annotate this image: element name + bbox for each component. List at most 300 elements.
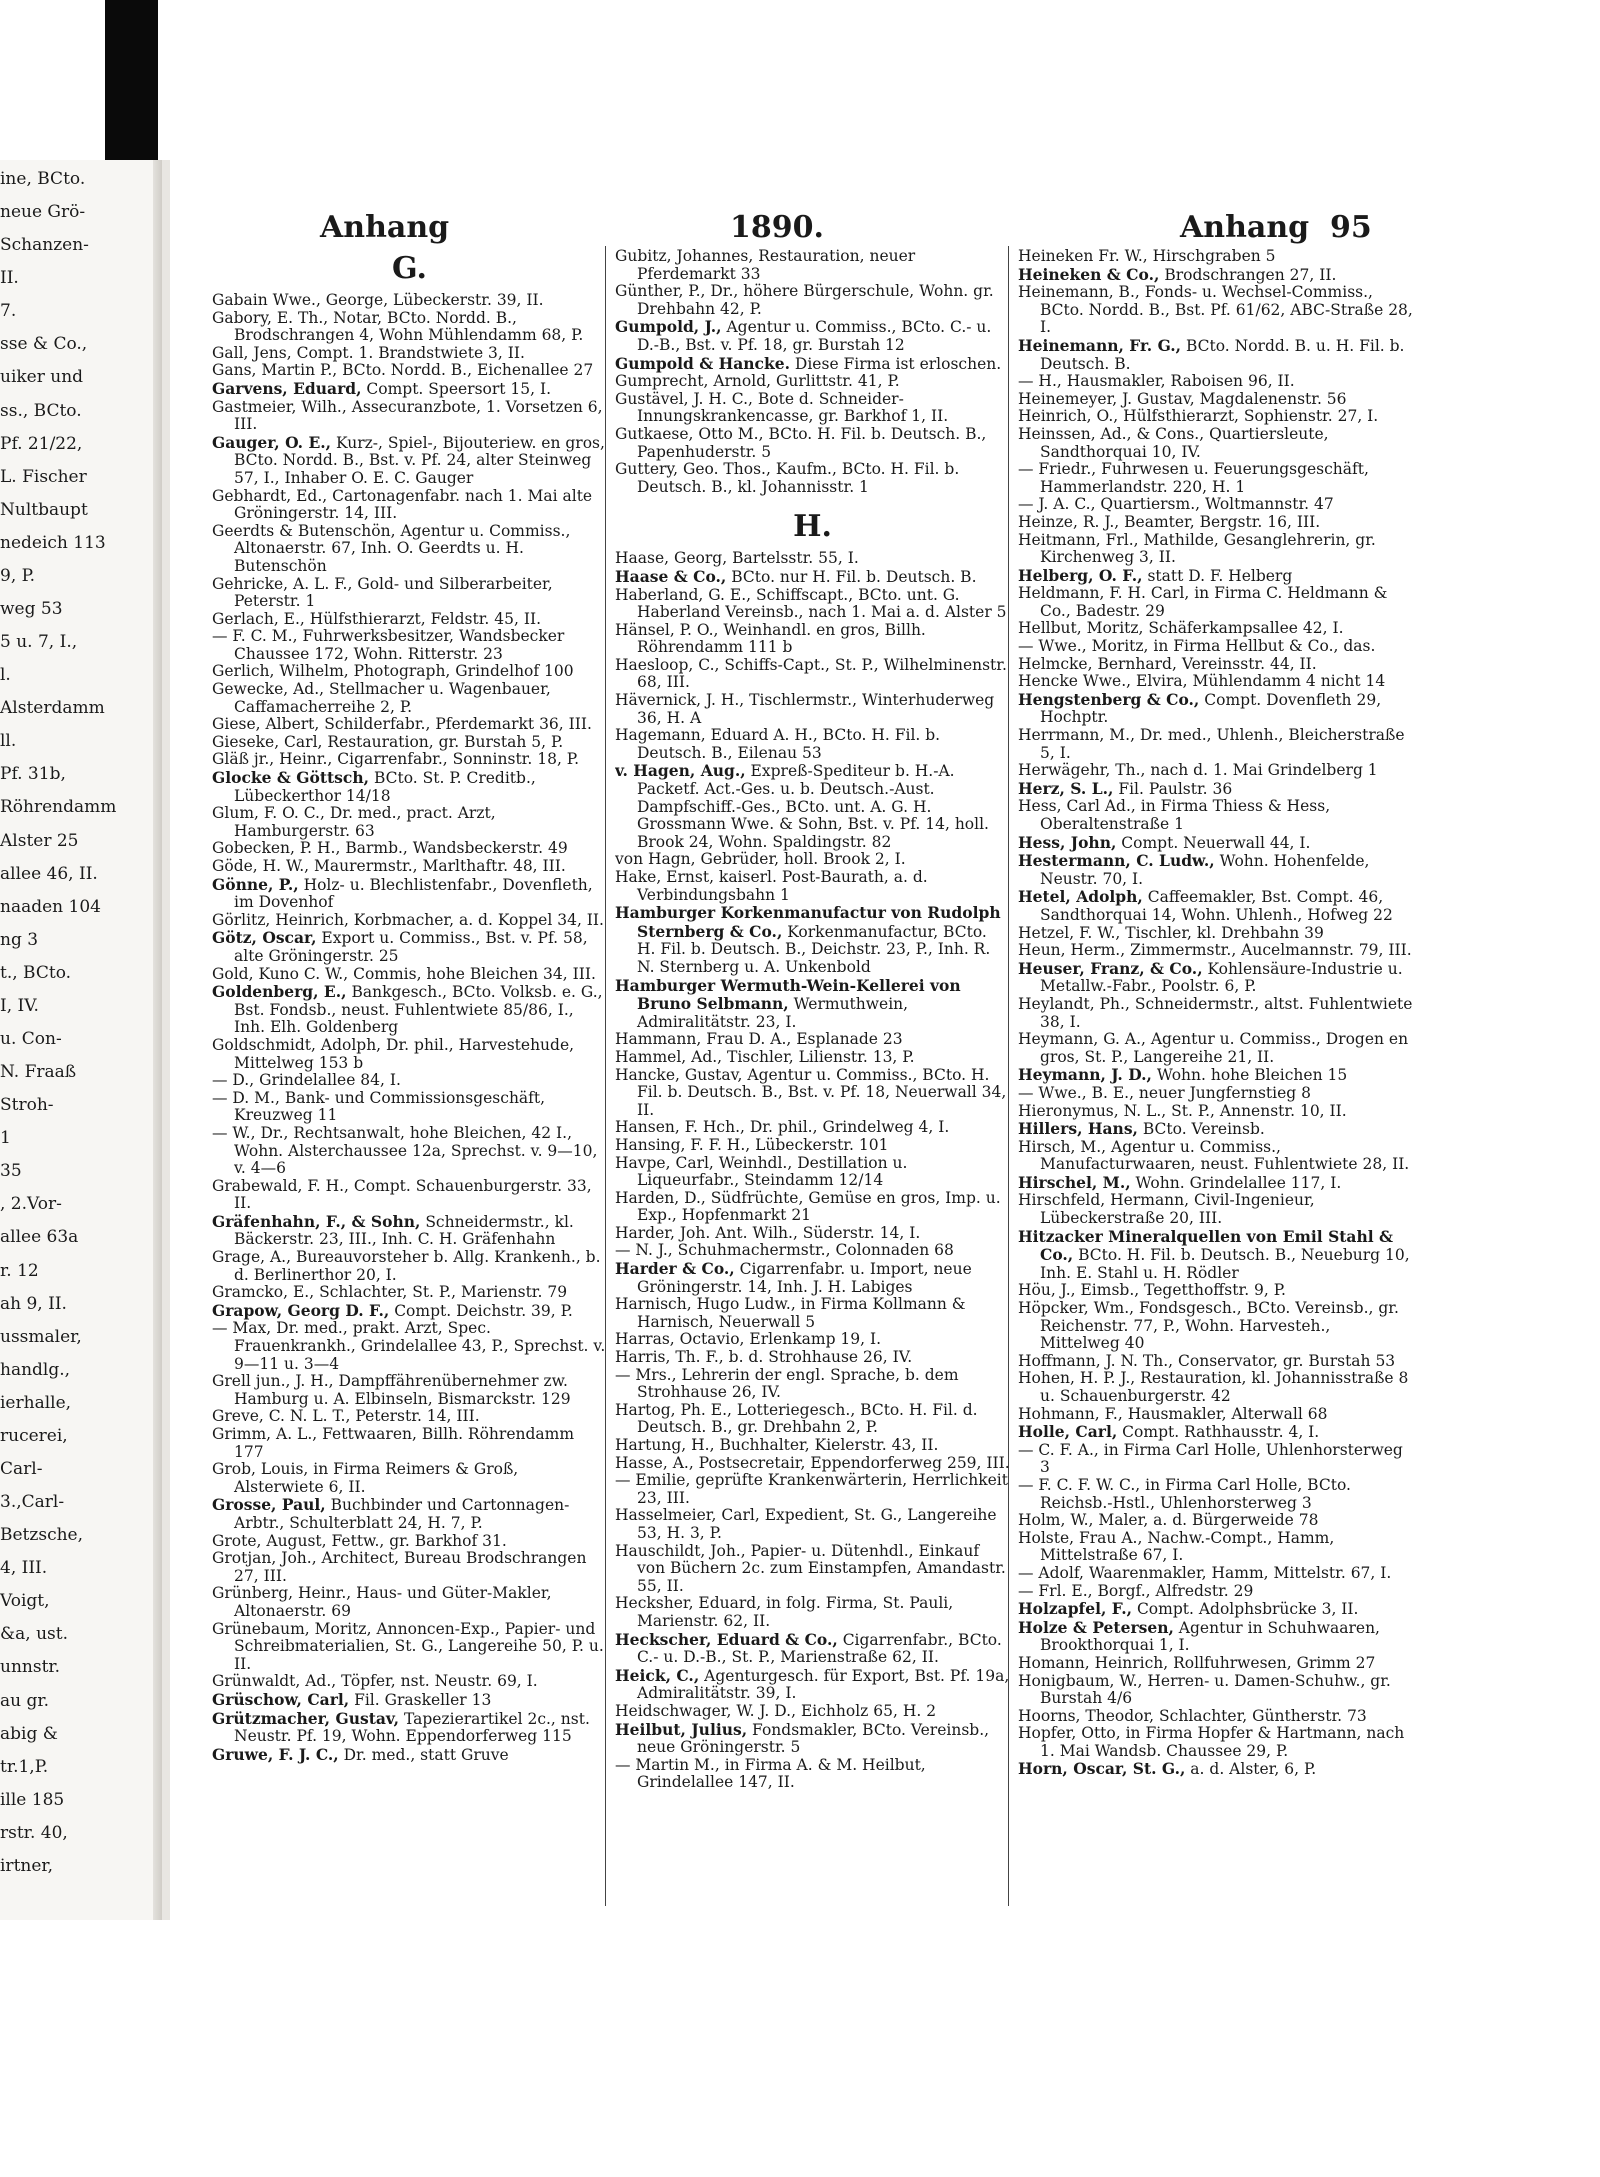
entry-name: Glocke & Göttsch,: [212, 768, 370, 788]
entry-details: BCto. H. Fil. b. Deutsch. B., Neueburg 10, Inh. E. Stahl u. H. Rödler: [1040, 1246, 1410, 1282]
entry-name: Gräfenhahn, F., & Sohn,: [212, 1211, 421, 1231]
directory-entry: [615, 318, 1010, 354]
entry-details: & Cons., Quartiersleute, Sandthorquai 10, IV.: [1040, 424, 1329, 461]
entry-details: Maler, a. d. Bürgerweide 78: [1093, 1511, 1319, 1530]
entry-name: Grimm, A. L.,: [212, 1425, 318, 1443]
entry-details: Papier- u. Dütenhdl., Einkauf von Büchern 2c. zum Einstampfen, Amandastr. 55, II.: [637, 1541, 1006, 1595]
entry-details: Agentur u. Commiss., Drogen en gros, St. P., Langereihe 21, II.: [1040, 1030, 1409, 1066]
entry-name: Gumprecht, Arnold,: [615, 372, 772, 391]
directory-entry: [1018, 960, 1413, 996]
directory-entry: [615, 355, 1010, 374]
previous-page-text: allee 63a: [0, 1227, 79, 1248]
entry-details: Brodschrangen 27, II.: [1159, 265, 1337, 284]
entry-name: Horn, Oscar, St. G.,: [1018, 1759, 1186, 1779]
entry-details: Bankgesch., BCto. Volksb. e. G., Bst. Fondsb., neust. Fuhlentwiete 85/86, I., Inh. Elh. Goldenberg: [234, 983, 603, 1037]
previous-page-fragment: [0, 160, 165, 1920]
directory-entry: [212, 310, 607, 345]
directory-entry: [212, 1550, 607, 1585]
entry-name: Götz, Oscar,: [212, 928, 317, 948]
directory-entry: [1018, 266, 1413, 285]
entry-details: Eimsb., Tegetthoffstr. 9, P.: [1075, 1281, 1286, 1300]
entry-name: — Wwe., B. E.,: [1018, 1083, 1134, 1102]
previous-page-text: 7.: [0, 301, 17, 322]
directory-entry: [1018, 638, 1413, 656]
entry-name: — Frl. E.,: [1018, 1581, 1093, 1600]
directory-entry: [212, 576, 607, 611]
directory-entry: [615, 550, 1010, 568]
entry-details: BCto. Vereinsb.: [1137, 1120, 1265, 1139]
directory-entry: [1018, 426, 1413, 461]
directory-entry: [615, 1367, 1010, 1402]
directory-entry: [1018, 1139, 1413, 1174]
directory-entry: [615, 1472, 1010, 1507]
directory-entry: [212, 1461, 607, 1496]
directory-entry: [615, 1296, 1010, 1331]
entry-name: Gewecke, Ad.,: [212, 680, 325, 699]
entry-details: in Firma Thiess & Hess, Oberaltenstraße 1: [1040, 797, 1331, 833]
entry-details: Mühlendamm 4 nicht 14: [1187, 672, 1386, 691]
previous-page-text: Betzsche,: [0, 1525, 83, 1546]
entry-name: Gans, Martin P.,: [212, 361, 338, 380]
previous-page-text: r. 12: [0, 1260, 39, 1281]
entry-name: Heidschwager, W. J. D.,: [615, 1701, 797, 1720]
entry-details: Assecuranzbote, 1. Vorsetzen 6, III.: [234, 397, 603, 434]
entry-details: Weinhandl. en gros, Billh. Röhrendamm 111 b: [637, 620, 926, 657]
entry-name: Hasse, A.,: [615, 1453, 694, 1472]
previous-page-text: l.: [0, 665, 11, 686]
directory-entry: [212, 1072, 607, 1090]
directory-entry: [212, 1249, 607, 1284]
entry-details: Grindelallee 84, I.: [254, 1071, 401, 1090]
entry-details: in Firma Hopfer & Hartmann, nach 1. Mai Wandsb. Chaussee 29, P.: [1040, 1724, 1405, 1760]
entry-name: Hammel, Ad.,: [615, 1047, 723, 1066]
previous-page-text: tr.1,P.: [0, 1756, 49, 1777]
previous-page-text: Pf. 21/22,: [0, 433, 83, 454]
entry-name: Gramcko, E.,: [212, 1283, 315, 1302]
entry-details: Buchbinder und Cartonnagen-Arbtr., Schulterblatt 24, H. 7, P.: [234, 1496, 570, 1532]
directory-entry: [1018, 1120, 1413, 1139]
directory-entry: [212, 805, 607, 840]
entry-details: Cigarrenfabr. u. Import, neue Gröningerstr. 14, Inh. J. H. Labiges: [637, 1260, 972, 1296]
directory-entry: [1018, 373, 1413, 391]
directory-entry: [212, 399, 607, 434]
entry-details: Nachw.-Compt., Hamm, Mittelstraße 67, I.: [1040, 1528, 1335, 1565]
entry-details: Korkenmanufactur, BCto. H. Fil. b. Deutsch. B., Deichstr. 23, P., Inh. R. N. Sternberg u. A. Unkenbold: [637, 922, 991, 976]
entry-name: Gumpold, J.,: [615, 317, 722, 337]
entry-name: Haberland, G. E.,: [615, 585, 752, 604]
entry-name: Hestermann, C. Ludw.,: [1018, 851, 1215, 871]
directory-entry: [212, 380, 607, 399]
entry-details: Compt. Adolphsbrücke 3, II.: [1132, 1600, 1359, 1619]
directory-entry: [615, 1190, 1010, 1225]
directory-entry: [212, 1302, 607, 1321]
entry-name: — Wwe., Moritz,: [1018, 637, 1149, 656]
previous-page-text: 9, P.: [0, 565, 36, 586]
directory-entry: [212, 362, 607, 380]
entry-name: — H.,: [1018, 372, 1062, 391]
entry-name: Hoorns, Theodor,: [1018, 1706, 1155, 1725]
directory-entry: [1018, 461, 1413, 496]
previous-page-text: ah 9, II.: [0, 1293, 67, 1314]
directory-entry: [1018, 762, 1413, 780]
entry-details: Fil. Graskeller 13: [349, 1690, 492, 1709]
directory-entry: [1018, 1760, 1413, 1779]
entry-details: Quartiersm., Woltmannstr. 47: [1095, 495, 1334, 514]
entry-details: Compt. Neuerwall 44, I.: [1116, 833, 1311, 852]
entry-details: kaiserl. Post-Baurath, a. d. Verbindungsbahn 1: [637, 868, 928, 904]
entry-name: Gumpold & Hancke.: [615, 353, 790, 373]
column-1: [212, 248, 607, 1928]
entry-name: Grabewald, F. H.,: [212, 1176, 349, 1195]
entry-details: Wohn. Grindelallee 117, I.: [1130, 1173, 1342, 1192]
directory-entry: [1018, 852, 1413, 888]
entry-details: neuer Jungfernstieg 8: [1134, 1083, 1312, 1102]
directory-entry: [212, 663, 607, 681]
entry-details: Lübeckerstr. 39, II.: [388, 291, 544, 309]
entry-name: Gobecken, P. H.,: [212, 839, 341, 858]
entry-name: Hävernick, J. H.,: [615, 691, 745, 710]
directory-entry: [615, 869, 1010, 904]
entry-name: Grage, A.,: [212, 1248, 292, 1267]
directory-entry: [1018, 1565, 1413, 1583]
directory-entry: [1018, 1031, 1413, 1066]
entry-details: Fondsmakler, BCto. Vereinsb., neue Gröningerstr. 5: [637, 1720, 990, 1757]
directory-entry: [615, 1667, 1010, 1703]
running-head-year: 1890.: [730, 210, 824, 245]
entry-details: Restauration, neuer Pferdemarkt 33: [637, 248, 916, 283]
previous-page-text: naaden 104: [0, 896, 101, 917]
directory-entry: [1018, 496, 1413, 514]
entry-details: Hirschgraben 5: [1147, 248, 1276, 265]
entry-details: Bureauvorsteher b. Allg. Krankenh., b. d. Berlinerthor 20, I.: [234, 1248, 601, 1284]
entry-name: Haase & Co.,: [615, 566, 727, 586]
directory-entry: [1018, 996, 1413, 1031]
entry-name: Gabory, E. Th.,: [212, 308, 329, 327]
entry-details: Architect, Bureau Brodschrangen 27, III.: [234, 1549, 587, 1585]
directory-entry: [615, 1757, 1010, 1792]
entry-details: Tischler, kl. Drehbahn 39: [1120, 923, 1324, 942]
entry-details: BCto. nur H. Fil. b. Deutsch. B.: [726, 567, 977, 586]
entry-name: Grüschow, Carl,: [212, 1689, 350, 1709]
entry-details: Bartelsstr. 55, I.: [727, 549, 859, 568]
entry-name: Hirschel, M.,: [1018, 1172, 1131, 1192]
previous-page-text: 35: [0, 1161, 22, 1182]
entry-details: Schlachter, Güntherstr. 73: [1154, 1706, 1367, 1725]
directory-entry: [212, 840, 607, 858]
entry-details: Expedient, St. G., Langereihe 53, H. 3, P.: [637, 1506, 997, 1542]
entry-name: Höu, J.,: [1018, 1281, 1076, 1300]
previous-page-text: irtner,: [0, 1855, 54, 1876]
directory-entry: [212, 1496, 607, 1532]
entry-name: Gieseke, Carl,: [212, 732, 323, 751]
entry-name: Gerlich, Wilhelm,: [212, 662, 349, 681]
entry-details: Tischlermstr., Winterhuderweg 36, H. A: [637, 691, 995, 727]
previous-page-text: Schanzen-: [0, 235, 89, 256]
entry-details: Schneidermstr., altst. Fuhlentwiete 38, I.: [1040, 994, 1413, 1031]
directory-entry: [1018, 656, 1413, 674]
entry-name: Goldenberg, E.,: [212, 982, 347, 1002]
entry-name: Heun, Herm.,: [1018, 941, 1126, 960]
column-3: [1018, 248, 1413, 1928]
entry-details: Fettwaaren, Billh. Röhrendamm 177: [234, 1425, 575, 1461]
directory-entry: [1018, 532, 1413, 567]
entry-name: Heymann, G. A.,: [1018, 1030, 1146, 1049]
entry-details: Kaufm., BCto. H. Fil. b. Deutsch. B., kl. Johannisstr. 1: [637, 460, 960, 496]
directory-entry: [1018, 1583, 1413, 1601]
entry-name: Grapow, Georg D. F.,: [212, 1300, 390, 1320]
entry-name: Haase, Georg,: [615, 549, 728, 568]
entry-name: Holze & Petersen,: [1018, 1617, 1174, 1637]
entry-details: Weinhdl., Destillation u. Liqueurfabr., Steindamm 12/14: [637, 1153, 908, 1190]
directory-entry: [212, 1408, 607, 1426]
entry-name: — C. F. A.,: [1018, 1440, 1099, 1459]
entry-details: BCto. H. Fil. b. Deutsch. B., Eilenau 53: [637, 726, 941, 762]
entry-details: Gesanglehrerin, gr. Kirchenweg 3, II.: [1040, 530, 1376, 567]
entry-details: a. d. Alster, 6, P.: [1185, 1760, 1317, 1779]
entry-name: Hetzel, F. W.,: [1018, 923, 1121, 942]
entry-details: Caffeemakler, Bst. Compt. 46, Sandthorquai 14, Wohn. Uhlenh., Hofweg 22: [1040, 888, 1393, 924]
entry-name: Hess, Carl Ad.,: [1018, 797, 1136, 816]
entry-details: BCto. Nordd. B. u. H. Fil. b. Deutsch. B.: [1040, 336, 1405, 373]
entry-name: Höpcker, Wm.,: [1018, 1299, 1135, 1318]
directory-entry: [212, 966, 607, 984]
previous-page-text: II.: [0, 268, 19, 289]
directory-entry: [212, 292, 607, 310]
entry-details: Schilderfabr., Pferdemarkt 36, III.: [319, 715, 592, 734]
directory-entry: [615, 1721, 1010, 1757]
directory-entry: [1018, 780, 1413, 799]
entry-details: Agentur u. Commiss., Manufacturwaaren, neust. Fuhlentwiete 28, II.: [1040, 1137, 1410, 1174]
entry-details: Süderstr. 14, I.: [797, 1223, 921, 1242]
entry-name: Gustävel, J. H. C.,: [615, 389, 753, 408]
entry-name: Holzapfel, F.,: [1018, 1599, 1133, 1619]
directory-entry: [212, 434, 607, 488]
entry-details: Beamter, Bergstr. 16, III.: [1119, 512, 1321, 531]
directory-entry: [212, 628, 607, 663]
previous-page-text: Alster 25: [0, 830, 79, 851]
entry-details: Fettw., gr. Barkhof 31.: [326, 1531, 507, 1550]
entry-name: Gold, Kuno C. W.,: [212, 964, 349, 983]
entry-name: Greve, C. N. L. T.,: [212, 1407, 351, 1426]
section-letter-heading: G.: [392, 251, 427, 286]
directory-entry: [1018, 1477, 1413, 1512]
previous-page-text: ierhalle,: [0, 1392, 72, 1413]
entry-details: St. P., Annenstr. 10, II.: [1166, 1101, 1347, 1120]
entry-name: Geerdts & Butenschön,: [212, 521, 396, 540]
entry-name: — W.,: [212, 1123, 256, 1142]
entry-name: — Friedr.,: [1018, 460, 1097, 479]
directory-entry: [1018, 1673, 1413, 1708]
entry-details: Fuhrwerksbesitzer, Wandsbecker Chaussee 172, Wohn. Ritterstr. 23: [234, 627, 565, 663]
entry-name: Hecksher, Eduard,: [615, 1594, 762, 1613]
directory-entry: [615, 1349, 1010, 1367]
directory-entry: [615, 904, 1010, 976]
entry-name: — Max,: [212, 1319, 272, 1338]
directory-entry: [212, 858, 607, 876]
running-head-left: Anhang: [320, 210, 450, 245]
entry-name: Hancke, Gustav,: [615, 1065, 743, 1084]
entry-details: Hausmakler, Raboisen 96, II.: [1061, 372, 1295, 391]
directory-entry: [615, 426, 1010, 461]
entry-details: in Firma A. & M. Heilbut, Grindelallee 147, II.: [637, 1755, 926, 1792]
entry-details: Fuhrwesen u. Feuerungsgeschäft, Hammerlandstr. 220, H. 1: [1040, 460, 1369, 496]
directory-entry: [1018, 673, 1413, 691]
entry-details: Hülfsthierarzt, Feldstr. 45, II.: [304, 609, 542, 628]
entry-name: Hess, John,: [1018, 832, 1117, 852]
directory-entry: [212, 769, 607, 805]
entry-details: Wohn. Hohenfelde, Neustr. 70, I.: [1040, 852, 1370, 888]
entry-details: BCto. St. P. Creditb., Lübeckerthor 14/18: [234, 769, 536, 805]
entry-details: Restauration, gr. Burstah 5, P.: [322, 732, 564, 751]
directory-entry: [212, 611, 607, 629]
previous-page-text: unnstr.: [0, 1657, 61, 1678]
entry-name: Gläß jr., Heinr.,: [212, 750, 333, 769]
entry-name: Garvens, Eduard,: [212, 378, 362, 398]
entry-details: in Firma Carl Holle, BCto. Reichsb.-Hstl., Uhlenhorsterweg 3: [1040, 1475, 1351, 1512]
entry-details: Gurlittstr. 41, P.: [771, 372, 900, 391]
entry-details: Stellmacher u. Wagenbauer, Caffamacherreihe 2, P.: [234, 680, 551, 716]
directory-entry: [212, 488, 607, 523]
entry-details: Dr. med., statt Gruve: [338, 1745, 509, 1764]
entry-name: Hieronymus, N. L.,: [1018, 1101, 1167, 1120]
previous-page-text: rucerei,: [0, 1425, 68, 1446]
entry-details: Compt. 1. Brandstwiete 3, II.: [291, 343, 525, 362]
entry-details: in Firma Reimers & Groß, Alsterwiete 6, II.: [234, 1460, 519, 1496]
directory-entry: [212, 751, 607, 769]
entry-name: Hellbut, Moritz,: [1018, 619, 1144, 638]
entry-details: Diese Firma ist erloschen.: [790, 354, 1002, 373]
entry-name: Hengstenberg & Co.,: [1018, 689, 1200, 709]
entry-name: Hänsel, P. O.,: [615, 620, 719, 639]
directory-entry: [1018, 585, 1413, 620]
directory-entry: [1018, 514, 1413, 532]
directory-entry: [615, 1507, 1010, 1542]
entry-name: Hillers, Hans,: [1018, 1119, 1138, 1139]
directory-entry: [212, 912, 607, 930]
entry-details: Rollfuhrwesen, Grimm 27: [1168, 1653, 1376, 1672]
directory-entry: [1018, 798, 1413, 833]
previous-page-text: ng 3: [0, 929, 39, 950]
entry-details: Cigarrenfabr., BCto. C.- u. D.-B., St. P., Marienstraße 62, II.: [637, 1630, 1002, 1667]
directory-entry: [1018, 1282, 1413, 1300]
entry-details: Notar, BCto. Nordd. B., Brodschrangen 4, Wohn Mühlendamm 68, P.: [234, 308, 584, 345]
entry-name: Gruwe, F. J. C.,: [212, 1744, 339, 1764]
entry-name: Heitmann, Frl., Mathilde,: [1018, 530, 1219, 549]
entry-name: Hirschfeld, Hermann,: [1018, 1191, 1190, 1210]
directory-entry: [615, 1031, 1010, 1049]
entry-name: Grünwaldt, Ad.,: [212, 1672, 337, 1691]
entry-name: Grosse, Paul,: [212, 1495, 326, 1515]
entry-name: von Hagn, Gebrüder,: [615, 850, 780, 869]
entry-details: Annoncen-Exp., Papier- und Schreibmaterialien, St. G., Langereihe 50, P. u. II.: [234, 1619, 604, 1673]
previous-page-text: ille 185: [0, 1789, 65, 1810]
entry-details: Wermuthwein, Admiralitätstr. 23, I.: [637, 995, 909, 1031]
scan-binding-edge: [105, 0, 158, 177]
entry-name: Hamburger Korkenmanufactur von Rudolph Sternberg & Co.,: [615, 903, 1001, 941]
entry-details: Peterstr. 14, III.: [350, 1407, 480, 1426]
previous-page-text: allee 46, II.: [0, 863, 98, 884]
previous-page-text: 5 u. 7, I.,: [0, 632, 78, 653]
directory-entry: [212, 1621, 607, 1674]
directory-entry: [212, 1373, 607, 1408]
directory-entry: [212, 345, 607, 363]
entry-name: Heineken & Co.,: [1018, 264, 1160, 284]
entry-name: Gubitz, Johannes,: [615, 248, 754, 265]
directory-entry: [212, 1426, 607, 1461]
entry-details: Schiffs-Capt., St. P., Wilhelminenstr. 68, III.: [637, 655, 1007, 692]
directory-entry: [1018, 1708, 1413, 1726]
entry-name: Heinze, R. J.,: [1018, 512, 1120, 531]
entry-name: Harder & Co.,: [615, 1259, 735, 1279]
entry-details: Fil. Paulstr. 36: [1113, 779, 1233, 798]
directory-entry: [1018, 1423, 1413, 1442]
entry-name: Helmcke, Bernhard,: [1018, 654, 1177, 673]
previous-page-text: weg 53: [0, 599, 63, 619]
entry-details: geprüfte Krankenwärterin, Herrlichkeit 23, III.: [637, 1471, 1008, 1507]
directory-entry: [615, 1402, 1010, 1437]
directory-entry: [1018, 727, 1413, 762]
previous-page-text: handlg.,: [0, 1359, 71, 1380]
entry-details: Dr. med., pract. Arzt, Hamburgerstr. 63: [234, 804, 496, 840]
previous-page-text: Voigt,: [0, 1591, 50, 1612]
entry-name: Hauschildt, Joh.,: [615, 1541, 746, 1560]
entry-name: Heinemeyer, J. Gustav,: [1018, 389, 1195, 408]
directory-entry: [1018, 408, 1413, 426]
entry-details: Vereinsstr. 44, II.: [1176, 654, 1317, 673]
entry-details: Civil-Ingenieur, Lübeckerstraße 20, III.: [1040, 1191, 1315, 1228]
entry-details: Lehrerin der engl. Sprache, b. dem Strohhause 26, IV.: [637, 1365, 959, 1402]
previous-page-text: 4, III.: [0, 1558, 48, 1579]
entry-name: Homann, Heinrich,: [1018, 1653, 1169, 1672]
directory-entry: [212, 1710, 607, 1746]
directory-entry: [1018, 1725, 1413, 1760]
directory-entry: [615, 851, 1010, 869]
previous-page-text: Pf. 31b,: [0, 764, 66, 785]
entry-details: Haus- und Güter-Makler, Altonaerstr. 69: [234, 1584, 552, 1620]
entry-name: Hamburger Wermuth-Wein-Kellerei von Bruno Selbmann,: [615, 975, 961, 1014]
entry-name: Heinemann, Fr. G.,: [1018, 335, 1182, 355]
previous-page-text: Nultbaupt: [0, 499, 88, 520]
directory-entry: [1018, 1103, 1413, 1121]
directory-entry: [615, 1119, 1010, 1137]
entry-details: Lübeckerstr. 101: [750, 1135, 889, 1154]
entry-name: Havpe, Carl,: [615, 1153, 714, 1172]
entry-name: Hopfer, Otto,: [1018, 1724, 1121, 1743]
previous-page-text: Alsterdamm: [0, 698, 105, 719]
entry-details: Waarenmakler, Hamm, Mittelstr. 67, I.: [1083, 1563, 1392, 1582]
entry-name: Hetel, Adolph,: [1018, 887, 1143, 907]
entry-details: Lotteriegesch., BCto. H. Fil. d. Deutsch. B., gr. Drehbahn 2, P.: [637, 1400, 978, 1437]
entry-name: — Adolf,: [1018, 1563, 1084, 1582]
entry-name: — Mrs.,: [615, 1365, 677, 1384]
entry-name: Gastmeier, Wilh.,: [212, 397, 347, 416]
entry-details: Dr. med., prakt. Arzt, Spec. Frauenkrankh., Grindelallee 43, P., Sprechst. v. 9—11 u. 3—4: [234, 1319, 606, 1373]
directory-entry: [615, 1155, 1010, 1190]
entry-details: Commis, hohe Bleichen 34, III.: [348, 964, 596, 983]
directory-entry: [1018, 691, 1413, 727]
entry-details: Borgf., Alfredstr. 29: [1092, 1581, 1254, 1600]
directory-entry: [212, 929, 607, 965]
directory-entry: [1018, 567, 1413, 586]
directory-entry: [1018, 1370, 1413, 1405]
directory-entry: [212, 1746, 607, 1765]
directory-entry: [1018, 942, 1413, 960]
entry-details: BCto. H. Fil. b. Deutsch. B., Papenhuderstr. 5: [637, 424, 987, 461]
entry-details: Fondsgesch., BCto. Vereinsb., gr. Reichenstr. 77, P., Wohn. Harvesteh., Mittelweg 40: [1040, 1299, 1399, 1353]
entry-name: Herwägehr, Th.,: [1018, 761, 1146, 780]
directory-entry: [1018, 1353, 1413, 1371]
entry-details: Tapezierartikel 2c., nst. Neustr. Pf. 19, Wohn. Eppendorferweg 115: [234, 1709, 590, 1746]
